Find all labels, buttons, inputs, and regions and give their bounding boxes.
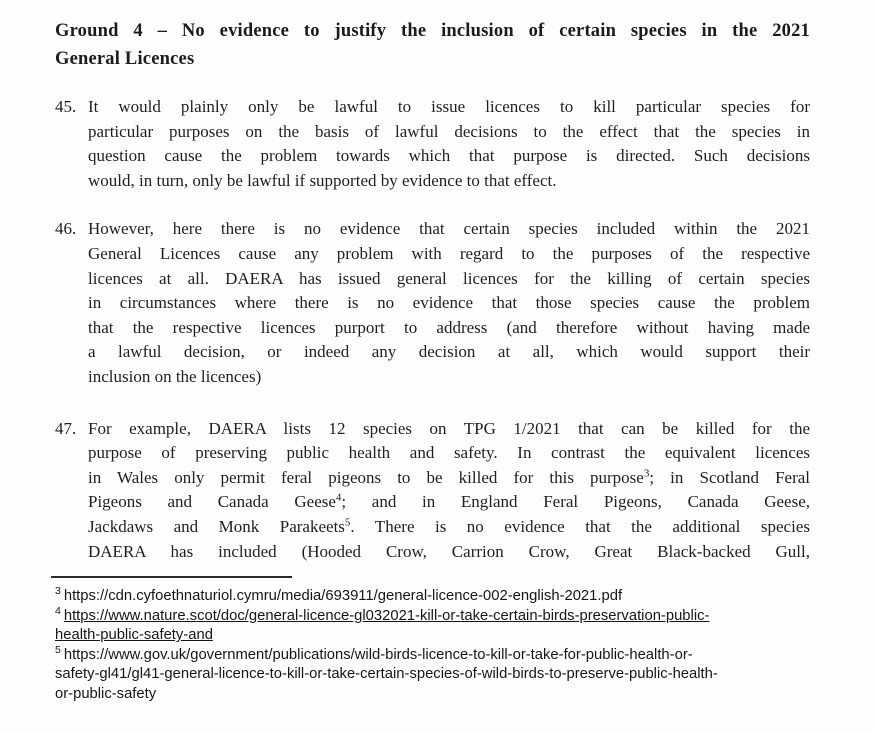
heading-line: General Licences [55,49,195,69]
paragraph-line: General Licences cause any problem with regard to the purposes of the respective [88,243,810,263]
paragraph-line: However, here there is no evidence that certain species included within the 2021 [88,219,810,239]
paragraph-45 [55,95,810,193]
footnote-line [55,643,810,666]
paragraph-line: in Wales only permit feral pigeons to be killed for this purpose$^3$; in Scotland Feral [88,467,811,487]
paragraph-body [88,95,810,193]
footnote-url: https://www.gov.uk/government/publications/wild-birds-licence-to-kill-or-take-for-public-health-or- [63,646,693,663]
footnote-reference-5: 5 [344,516,351,529]
paragraph-46 [55,217,810,389]
paragraph-number: 46. [55,219,77,239]
paragraph-line: purpose of preserving public health and safety. In contrast the equivalent licences [88,443,810,463]
heading-line: Ground 4 – No evidence to justify the inclusion of certain species in the 2021 [55,21,810,41]
paragraph-number: 47. [55,418,77,438]
paragraph-line: licences at all. DAERA has issued general licences for the killing of certain species [88,268,810,288]
footnote-3 [55,587,810,607]
paragraph-body [88,417,810,565]
footnote-line [55,685,810,705]
footnote-url: https://cdn.cyfoethnaturiol.cymru/media/693911/general-licence-002-english-2021.pdf [63,588,623,605]
paragraph-line: that the respective licences purport to address (and therefore without having made [88,317,810,337]
section-heading [55,17,810,73]
paragraph-line: a lawful decision, or indeed any decision at all, which would support their [88,342,810,362]
paragraph-line: Pigeons and Canada Geese$^4$; and in England Feral Pigeons, Canada Geese, [88,491,811,512]
footnote-marker: 5 [55,643,61,656]
paragraph-body [88,217,810,389]
footnote-url: safety-gl41/gl41-general-licence-to-kill-or-take-certain-species-of-wild-birds-to-preserve-public-health- [55,666,718,683]
footnote-reference-4: 4 [335,491,342,504]
footnote-4 [55,604,810,646]
footnote-line [55,626,810,646]
footnote-reference-3: 3 [643,467,650,480]
footnote-marker: 3 [55,585,61,598]
paragraph-line: particular purposes on the basis of lawful decisions to the effect that the species in [88,121,810,141]
footnote-url-link[interactable]: https://www.nature.scot/doc/general-licence-gl032021-kill-or-take-certain-birds-preservation-public- [63,607,710,624]
footnote-line [55,604,810,627]
paragraph-line: DAERA has included (Hooded Crow, Carrion Crow, Great Black-backed Gull, [88,541,810,561]
footnote-line [55,587,810,607]
footnote-line [55,665,810,685]
page-content [55,17,810,704]
footnote-5 [55,643,810,705]
paragraph-line: in circumstances where there is no evidence that those species cause the problem [88,293,810,313]
paragraph-line: Jackdaws and Monk Parakeets$^5$. There is no evidence that the additional species [88,516,810,536]
paragraph-line: inclusion on the licences) [88,366,262,386]
footnote-url: or-public-safety [55,685,157,702]
footnotes [55,587,810,704]
paragraph-line: It would plainly only be lawful to issue licences to kill particular species for [88,97,810,116]
paragraph-number: 45. [55,97,77,116]
paragraph-line: would, in turn, only be lawful if supported by evidence to that effect. [88,170,557,190]
footnote-url-link[interactable]: health-public-safety-and [55,627,213,644]
footnote-separator [51,576,292,578]
paragraph-47 [55,417,810,565]
paragraph-line: For example, DAERA lists 12 species on TPG 1/2021 that can be killed for the [88,418,810,438]
paragraph-line: question cause the problem towards which that purpose is directed. Such decisions [88,146,810,166]
footnote-marker: 4 [55,604,61,617]
